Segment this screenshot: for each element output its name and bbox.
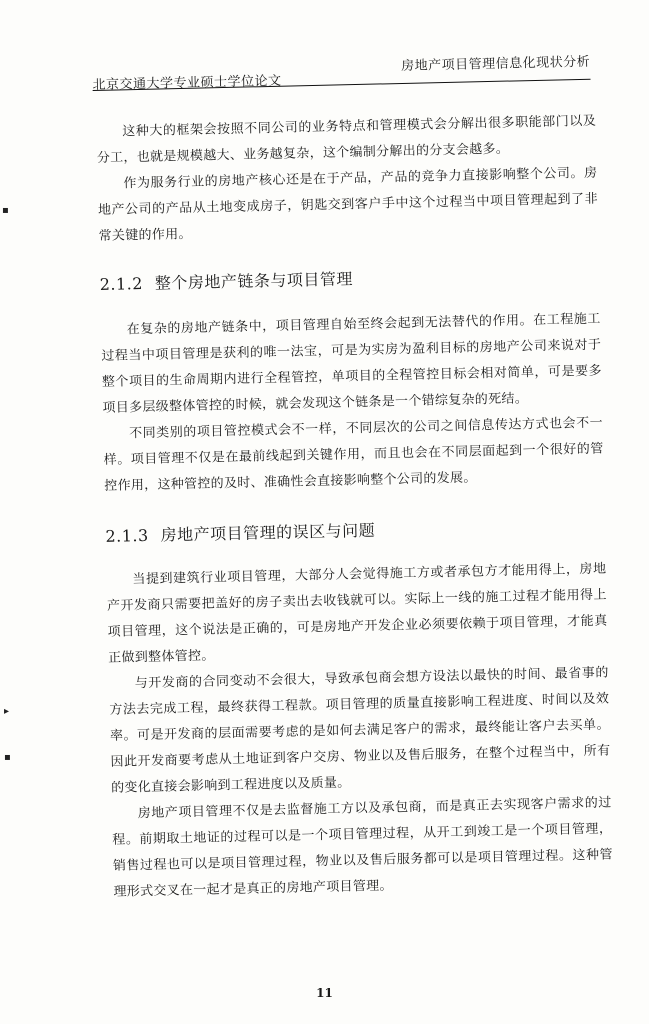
header-chapter-title: 房地产项目管理信息化现状分析 <box>400 54 591 74</box>
section-heading-2-1-3 <box>105 511 606 552</box>
paragraph: 这种大的框架会按照不同公司的业务特点和管理模式会分解出很多职能部门以及分工，也就是规模越大、业务越复杂，这个编制分解出的分支会越多。 <box>96 113 597 166</box>
section-title: 房地产项目管理的误区与问题 <box>160 520 376 545</box>
paragraph: 当提到建筑行业项目管理，大部分人会觉得施工方或者承包方才能用得上，房地产开发商只需要把盖好的房子卖出去收钱就可以。实际上一线的施工过程才能用得上项目管理，这个说法是正确的，可是房地产开发企业必须要依赖于项目管理，才能真正做到整体管控。 <box>106 561 608 666</box>
scan-artifact-mark: ▪ <box>2 205 9 216</box>
section-heading-2-1-2 <box>99 259 600 300</box>
paragraph: 作为服务行业的房地产核心还是在于产品，产品的竞争力直接影响整个公司。房地产公司的产品从土地变成房子，钥匙交到客户手中这个过程当中项目管理起到了非常关键的作用。 <box>97 165 599 244</box>
header-thesis-title: 北京交通大学专业硕士学位论文 <box>92 73 282 93</box>
paragraph: 不同类别的项目管控模式会不一样，不同层次的公司之间信息传达方式也会不一样。项目管理不仅是在最前线起到关键作用，而且也会在不同层面起到一个很好的管控作用，这种管控的及时、准确性会直接影响整个公司的发展。 <box>103 415 604 494</box>
body-text <box>96 109 614 906</box>
scan-artifact-mark: ▪ <box>4 752 11 763</box>
section-title: 整个房地产链条与项目管理 <box>154 269 354 293</box>
scan-artifact-mark: ▸ <box>4 706 10 717</box>
section-number: 2.1.2 <box>99 273 144 294</box>
paragraph: 在复杂的房地产链条中，项目管理自始至终会起到无法替代的作用。在工程施工过程当中项目管理是获利的唯一法宝，可是为实房为盈利目标的房地产公司来说对于整个项目的生命周期内进行全程管控，单项目的全程管控目标会相对简单，可是要多项目多层级整体管控的时候，就会发现这个链条是一个错综复杂的死结。 <box>101 311 602 416</box>
section-number: 2.1.3 <box>105 525 149 546</box>
paragraph: 与开发商的合同变动不会很大，导致承包商会想方设法以最快的时间、最省事的方法去完成工程，最终获得工程款。项目管理的质量直接影响工程进度、时间以及效率。可是开发商的层面需要考虑的是如何去满足客户的需求，最终能让客户去买单。因此开发商要考虑从土地证到客户交房、物业以及售后服务，在整个过程当中，所有的变化直接会影响到工程进度以及质量。 <box>109 665 611 796</box>
running-header <box>92 51 591 93</box>
paragraph: 房地产项目管理不仅是去监督施工方以及承包商，而是真正去实现客户需求的过程。前期取土地证的过程可以是一个项目管理过程，从开工到竣工是一个项目管理，销售过程也可以是项目管理过程，物业以及售后服务都可以是项目管理过程。这种管理形式交叉在一起才是真正的房地产项目管理。 <box>112 795 613 900</box>
page-number: 11 <box>316 986 333 1000</box>
